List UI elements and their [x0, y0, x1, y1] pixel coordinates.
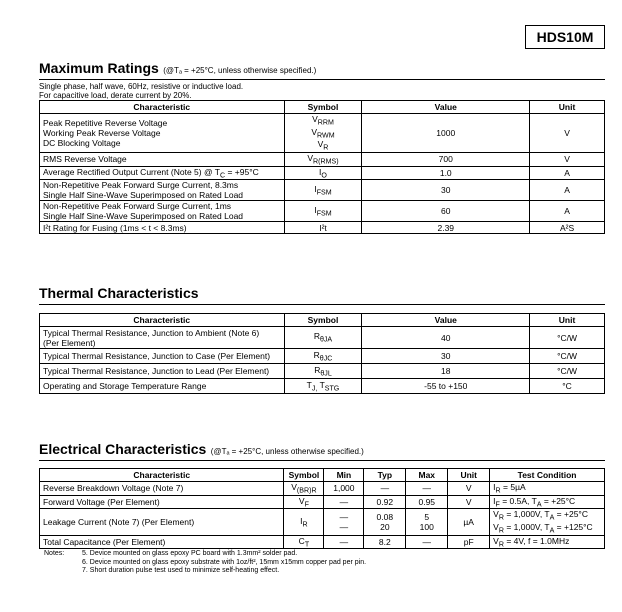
notes-label: Notes:: [44, 550, 65, 557]
cell-symbol: $I_O$: [284, 166, 362, 180]
table-row: [40, 114, 605, 153]
cell-characteristic: Typical Thermal Resistance, Junction to Lead (Per Element): [40, 364, 285, 379]
cell-max: —: [406, 535, 448, 549]
table-row: [40, 482, 605, 496]
header-characteristic: Characteristic: [40, 101, 285, 114]
table-row: [40, 153, 605, 167]
part-number: HDS10M: [525, 25, 605, 49]
cell-symbol: $I_{FSM}$: [284, 201, 362, 222]
thermal-title: Thermal Characteristics: [39, 285, 199, 301]
table-header-row: [40, 101, 605, 114]
cell-symbol: $C_T$: [284, 535, 324, 549]
cell-symbol: $V_{R(RMS)}$: [284, 153, 362, 167]
electrical-title: Electrical Characteristics: [39, 441, 207, 457]
header-max: Max: [406, 469, 448, 482]
table-header-row: [40, 314, 605, 327]
cell-characteristic: Typical Thermal Resistance, Junction to Ambient (Note 6) (Per Element): [40, 327, 285, 349]
table-row: [40, 201, 605, 222]
cell-characteristic: Peak Repetitive Reverse Voltage Working Peak Reverse Voltage DC Blocking Voltage: [40, 114, 285, 153]
cell-value: 1.0: [362, 166, 530, 180]
cell-symbol: $R_{\theta JA}$: [284, 327, 362, 349]
cell-symbol: $V_F$: [284, 495, 324, 509]
header-typ: Typ: [364, 469, 406, 482]
cell-value: -55 to +150: [362, 379, 530, 394]
cell-value: 18: [362, 364, 530, 379]
cell-value: 700: [362, 153, 530, 167]
cell-max: 0.95: [406, 495, 448, 509]
table-row: [40, 364, 605, 379]
cell-typ: 0.08 20: [364, 509, 406, 535]
cell-unit: V: [530, 114, 605, 153]
cell-symbol: $R_{\theta JC}$: [284, 349, 362, 364]
cell-unit: V: [448, 482, 490, 496]
electrical-table: [39, 468, 605, 549]
cell-max: 5 100: [406, 509, 448, 535]
cell-value: 30: [362, 180, 530, 201]
cell-min: 1,000: [324, 482, 364, 496]
cell-value: 1000: [362, 114, 530, 153]
cell-unit: A: [530, 166, 605, 180]
cell-max: —: [406, 482, 448, 496]
cell-value: 60: [362, 201, 530, 222]
header-characteristic: Characteristic: [40, 314, 285, 327]
cell-symbol: $T_{J,}$ $T_{STG}$: [284, 379, 362, 394]
cell-symbol: $I_R$: [284, 509, 324, 535]
header-characteristic: Characteristic: [40, 469, 284, 482]
cell-unit: °C/W: [530, 349, 605, 364]
header-value: Value: [362, 101, 530, 114]
cell-characteristic: Leakage Current (Note 7) (Per Element): [40, 509, 284, 535]
thermal-section: [39, 285, 605, 394]
thermal-table: [39, 313, 605, 394]
cell-characteristic: Total Capacitance (Per Element): [40, 535, 284, 549]
maximum-ratings-section: [39, 60, 605, 234]
cell-unit: °C/W: [530, 327, 605, 349]
maximum-ratings-subtitle: (@Tₐ = +25°C, unless otherwise specified.): [163, 66, 317, 75]
header-value: Value: [362, 314, 530, 327]
electrical-subtitle: (@Tₐ = +25°C, unless otherwise specified.): [210, 447, 364, 456]
cell-characteristic: Non-Repetitive Peak Forward Surge Current, 1ms Single Half Sine-Wave Superimposed on Rated Load: [40, 201, 285, 222]
table-row: [40, 509, 605, 535]
cell-symbol: $V_{(BR)R}$: [284, 482, 324, 496]
header-unit: Unit: [530, 314, 605, 327]
cell-unit: A: [530, 180, 605, 201]
derate-note: For capacitive load, derate current by 20%.: [39, 91, 192, 100]
cell-unit: °C: [530, 379, 605, 394]
cell-characteristic: Reverse Breakdown Voltage (Note 7): [40, 482, 284, 496]
cell-test-condition: $I_F = 0.5A$, $T_A = +25^\circ C$: [490, 495, 605, 509]
note-item: 5. Device mounted on glass epoxy PC board with 1.3mm² solder pad.: [82, 550, 298, 557]
cell-symbol: $V_{RRM}$ $V_{RWM}$ $V_R$: [284, 114, 362, 153]
cell-unit: °C/W: [530, 364, 605, 379]
header-symbol: Symbol: [284, 469, 324, 482]
table-row: [40, 349, 605, 364]
maximum-ratings-heading: [39, 60, 605, 80]
cell-min: — —: [324, 509, 364, 535]
table-row: [40, 166, 605, 180]
cell-characteristic: Forward Voltage (Per Element): [40, 495, 284, 509]
cell-min: —: [324, 535, 364, 549]
cell-symbol: $I_{FSM}$: [284, 180, 362, 201]
cell-typ: —: [364, 482, 406, 496]
cell-characteristic: RMS Reverse Voltage: [40, 153, 285, 167]
cell-characteristic: Average Rectified Output Current (Note 5) @ $T_C = +95^\circ C$: [40, 166, 285, 180]
cell-test-condition: $V_R = 4V$, f = 1.0MHz: [490, 535, 605, 549]
notes-list: [82, 550, 602, 576]
note-item: 7. Short duration pulse test used to minimize self-heating effect.: [82, 567, 280, 574]
cell-characteristic: I²t Rating for Fusing (1ms < t < 8.3ms): [40, 222, 285, 234]
cell-value: 2.39: [362, 222, 530, 234]
cell-typ: 0.92: [364, 495, 406, 509]
cell-min: —: [324, 495, 364, 509]
cell-value: 30: [362, 349, 530, 364]
maximum-ratings-table: [39, 100, 605, 234]
thermal-heading: [39, 285, 605, 305]
table-row: [40, 222, 605, 234]
header-unit: Unit: [530, 101, 605, 114]
table-row: [40, 535, 605, 549]
header-min: Min: [324, 469, 364, 482]
electrical-heading: [39, 441, 605, 461]
cell-unit: µA: [448, 509, 490, 535]
table-row: [40, 495, 605, 509]
maximum-ratings-title: Maximum Ratings: [39, 60, 159, 76]
table-row: [40, 379, 605, 394]
cell-characteristic: Typical Thermal Resistance, Junction to Case (Per Element): [40, 349, 285, 364]
table-row: [40, 327, 605, 349]
cell-unit: V: [448, 495, 490, 509]
header-test-condition: Test Condition: [490, 469, 605, 482]
cell-characteristic: Operating and Storage Temperature Range: [40, 379, 285, 394]
cell-unit: pF: [448, 535, 490, 549]
cell-unit: A: [530, 201, 605, 222]
table-header-row: [40, 469, 605, 482]
header-symbol: Symbol: [284, 101, 362, 114]
cell-symbol: $R_{\theta JL}$: [284, 364, 362, 379]
table-row: [40, 180, 605, 201]
header-symbol: Symbol: [284, 314, 362, 327]
cell-typ: 8.2: [364, 535, 406, 549]
cell-symbol: I²t: [284, 222, 362, 234]
cell-test-condition: $V_R = 1,000V$, $T_A = +25^\circ C$ $V_R = 1,000V$, $T_A = +125^\circ C$: [490, 509, 605, 535]
load-note: Single phase, half wave, 60Hz, resistive or inductive load.: [39, 82, 244, 91]
cell-test-condition: $I_R = 5\mu A$: [490, 482, 605, 496]
note-item: 6. Device mounted on glass epoxy substrate with 1oz/ft², 15mm x15mm copper pad per pin.: [82, 558, 367, 566]
cell-unit: A²S: [530, 222, 605, 234]
electrical-section: [39, 441, 605, 549]
header-unit: Unit: [448, 469, 490, 482]
cell-characteristic: Non-Repetitive Peak Forward Surge Current, 8.3ms Single Half Sine-Wave Superimposed on Rated Load: [40, 180, 285, 201]
cell-unit: V: [530, 153, 605, 167]
cell-value: 40: [362, 327, 530, 349]
